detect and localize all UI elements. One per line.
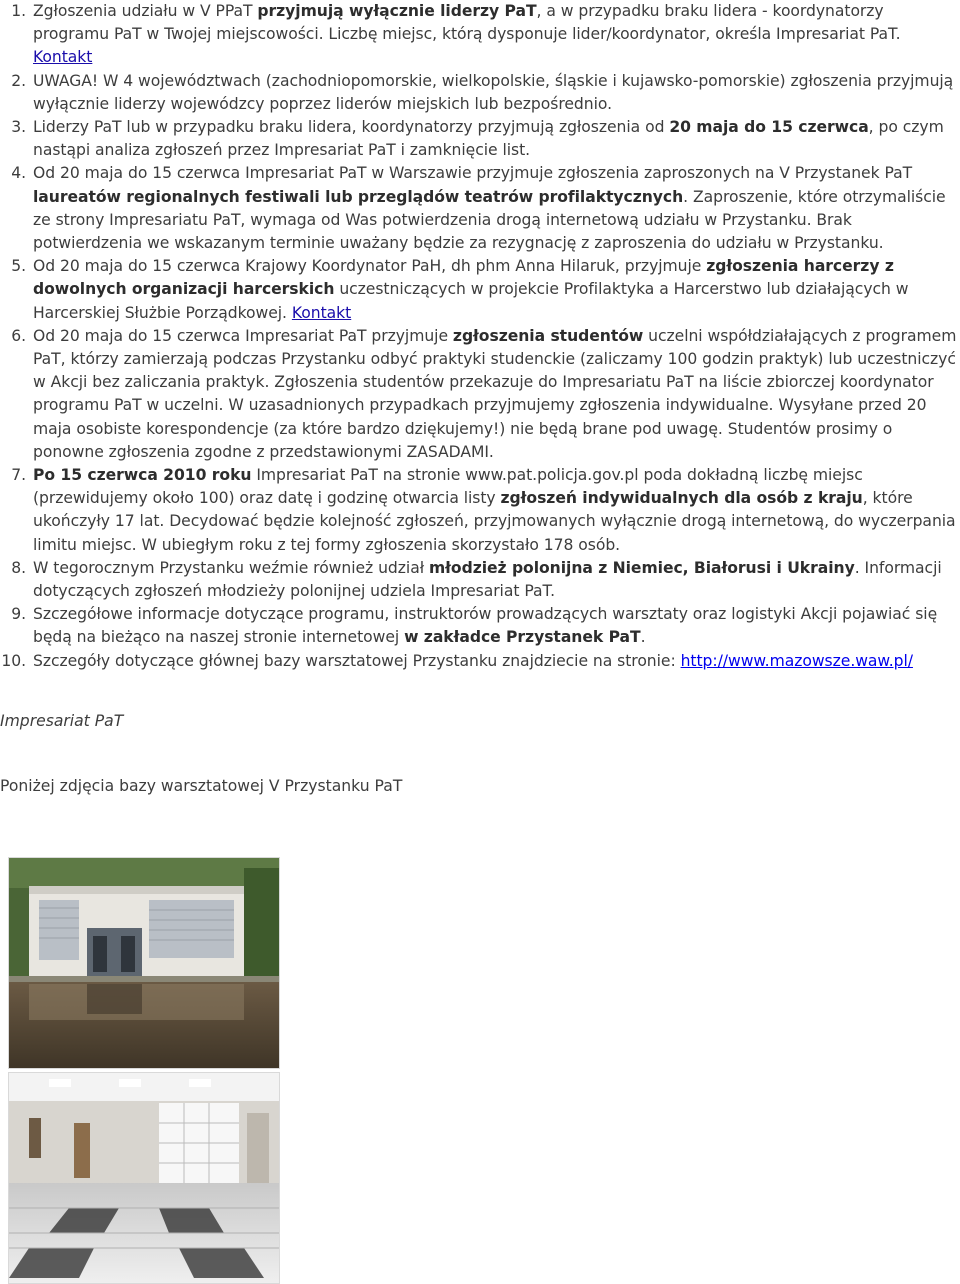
list-item-number: 4. [11,164,26,183]
emphasis-text: Po 15 czerwca 2010 roku [33,466,252,485]
body-text: , po czym nastąpi analiza zgłoszeń przez Impresariat PaT i zamknięcie list. [33,118,944,160]
list-item [0,255,960,325]
body-text: Od 20 maja do 15 czerwca Impresariat PaT w Warszawie przyjmuje zgłoszenia zaproszonych na V Przystanek PaT [33,164,913,183]
list-item-number: 5. [11,257,26,276]
signature: Impresariat PaT [0,712,124,730]
list-item [0,70,960,116]
emphasis-text: zgłoszenia studentów [452,326,644,345]
body-text: Od 20 maja do 15 czerwca Krajowy Koordynator PaH, dh phm Anna Hilaruk, przyjmuje [33,257,707,276]
list-item [0,325,960,464]
emphasis-text: 20 maja do 15 czerwca [669,118,869,137]
list-item [0,650,960,673]
emphasis-text: zgłoszeń indywidualnych dla osób z kraju [500,489,863,508]
list-item-number: 2. [11,71,26,90]
body-text: Szczegóły dotyczące głównej bazy warsztatowej Przystanku znajdziecie na stronie: [33,651,681,670]
body-text: uczelni współdziałających z programem PaT, którzy zamierzają podczas Przystanku odbyć praktyki studenckie (zaliczamy 100 godzin praktyk) lub uczestniczyć w Akcji bez zaliczania praktyk. Zgłoszenia studentów przekazuje do Impresariatu PaT na liście zbiorczej koordynator programu PaT w uczelni. W uzasadnionych przypadkach przyjmujemy zgłoszenia indywidualne. Wysyłane przed 20 maja osobiste korespondencje (za które bardzo dziękujemy!) nie będą brane pod uwagę. Studentów prosimy o ponowne zgłoszenia zgodne z przedstawionymi ZASADAMI. [33,326,957,461]
list-item-number: 3. [11,118,26,137]
body-text: . Informacji dotyczących zgłoszeń młodzieży polonijnej udziela Impresariat PaT. [33,558,942,601]
list-item [0,162,960,255]
list-item-number: 8. [11,558,26,577]
emphasis-text: laureatów regionalnych festiwali lub przeglądów teatrów profilaktycznych [33,187,684,206]
list-item-number: 9. [11,605,26,624]
emphasis-text: młodzież polonijna z Niemiec, Białorusi i Ukrainy [428,558,855,577]
body-text: . Zaproszenie, które otrzymaliście ze strony Impresariatu PaT, wymaga od Was potwierdzenia drogą internetową udziału w Przystanku. Brak potwierdzenia we wskazanym terminie uważany będzie za rezygnację z zaproszenia do udziału w Przystanku. [33,187,946,253]
emphasis-text: przyjmują wyłącznie liderzy PaT [257,2,537,20]
list-item [0,603,960,649]
body-text: , a w przypadku braku lidera - koordynatorzy programu PaT w Twojej miejscowości. Liczbę miejsc, którą dysponuje lider/koordynator, określa Impresariat PaT. [33,2,901,44]
photos-caption: Poniżej zdjęcia bazy warsztatowej V Przystanku PaT [0,777,403,795]
body-text: , które ukończyły 17 lat. Decydować będzie kolejność zgłoszeń, przyjmowanych wyłącznie drogą internetową, do wyczerpania limitu miejsc. W ubiegłym roku z tej formy zgłoszenia skorzystało 178 osób. [33,489,956,554]
emphasis-text: w zakładce Przystanek PaT [404,628,641,647]
list-item [0,557,960,603]
list-item-number: 7. [11,466,26,485]
body-text: Od 20 maja do 15 czerwca Impresariat PaT przyjmuje [33,326,453,345]
list-item-number: 10. [1,651,26,670]
list-item-number: 6. [11,326,26,345]
body-text: Liderzy PaT lub w przypadku braku lidera, koordynatorzy przyjmują zgłoszenia od [33,118,670,137]
emphasis-text: zgłoszenia harcerzy z dowolnych organizacji harcerskich [33,257,894,299]
website-link[interactable]: http://www.mazowsze.waw.pl/ [680,651,913,670]
list-item-number: 1. [11,2,26,20]
body-text: Impresariat PaT na stronie www.pat.policja.gov.pl poda dokładną liczbę miejsc (przewidujemy około 100) oraz datę i godzinę otwarcia listy [33,466,863,508]
photo-building-exterior [8,857,280,1069]
body-text: Szczegółowe informacje dotyczące programu, instruktorów prowadzących warsztaty oraz logistyki Akcji pojawiać się będą na bieżąco na naszej stronie internetowej [33,605,938,647]
body-text: uczestniczących w projekcie Profilaktyka a Harcerstwo lub działających w Harcerskiej Służbie Porządkowej. [33,280,909,322]
body-text: . [640,628,646,647]
list-item [0,464,960,557]
photo-building-interior [8,1072,280,1284]
list-item [0,0,960,70]
body-text: W tegorocznym Przystanku weźmie również udział [33,558,429,577]
contact-link[interactable]: Kontakt [291,303,352,322]
contact-link[interactable]: Kontakt [33,48,93,67]
body-text: UWAGA! W 4 województwach (zachodniopomorskie, wielkopolskie, śląskie i kujawsko-pomorskie) zgłoszenia przyjmują wyłącznie liderzy wojewódzcy poprzez liderów miejskich lub bezpośrednio. [33,71,954,113]
list-item [0,116,960,162]
body-text: Zgłoszenia udziału w V PPaT [33,2,258,20]
